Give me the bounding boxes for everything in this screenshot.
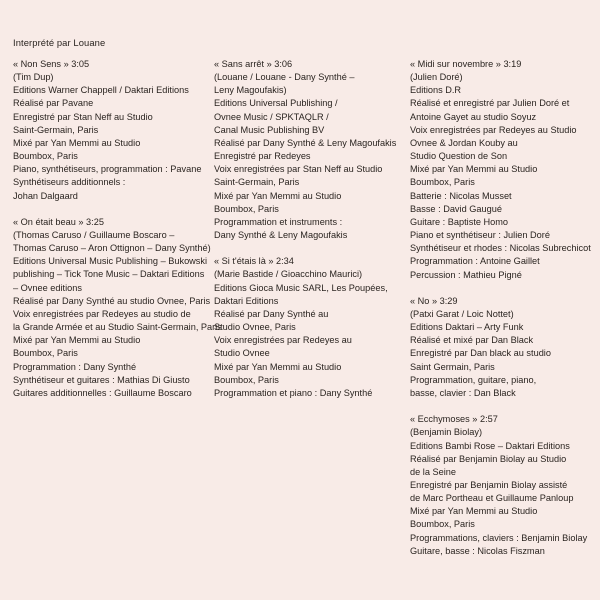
credit-line: (Benjamin Biolay) — [410, 427, 482, 438]
track-title: « Non Sens » 3:05 — [13, 59, 90, 69]
credit-line: Voix enregistrées par Redeyes au studio de — [13, 308, 191, 319]
credit-line: Boumbox, Paris — [13, 151, 78, 162]
credit-line: (Tim Dup) — [13, 72, 54, 83]
credit-line: Saint-Germain, Paris — [13, 124, 99, 135]
track-title: « Si t'étais là » 2:34 — [214, 256, 294, 267]
credit-line: Mixé par Yan Memmi au Studio — [214, 190, 342, 201]
track-spacer — [214, 242, 404, 255]
credit-line: Programmation et piano : Dany Synthé — [214, 387, 373, 398]
credit-line: Réalisé par Benjamin Biolay au Studio — [410, 453, 567, 464]
credit-line: de la Seine — [410, 466, 456, 477]
credits-column-3 — [410, 58, 595, 558]
credit-line: Canal Music Publishing BV — [214, 124, 325, 135]
track-title: « Midi sur novembre » 3:19 — [410, 59, 522, 69]
track-credit-block — [214, 255, 404, 400]
credit-line: basse, clavier : Dan Black — [410, 387, 516, 398]
track-credit-block — [410, 413, 595, 558]
credit-line: Réalisé par Dany Synthé & Leny Magoufakis — [214, 137, 397, 148]
credit-line: Percussion : Mathieu Pigné — [410, 269, 522, 280]
track-spacer — [410, 400, 595, 413]
credit-line: Programmation, guitare, piano, — [410, 374, 537, 385]
credit-line: Editions Daktari – Arty Funk — [410, 322, 524, 333]
credit-line: Mixé par Yan Memmi au Studio — [410, 164, 538, 175]
credit-line: Voix enregistrées par Redeyes au Studio — [410, 124, 577, 135]
track-credit-block — [410, 295, 595, 400]
credit-line: Réalisé par Dany Synthé au — [214, 308, 329, 319]
track-title: « Sans arrêt » 3:06 — [214, 59, 293, 69]
credit-line: Synthétiseur et rhodes : Nicolas Subrechicot — [410, 243, 591, 254]
credit-line: Saint-Germain, Paris — [214, 177, 300, 188]
credit-line: Editions Gioca Music SARL, Les Poupées, — [214, 282, 388, 293]
credit-line: Thomas Caruso – Aron Ottignon – Dany Synthé) — [13, 243, 211, 254]
credit-line: Programmations, claviers : Benjamin Biolay — [410, 532, 588, 543]
credit-line: Enregistré par Benjamin Biolay assisté — [410, 479, 568, 490]
credit-line: (Patxi Garat / Loic Nottet) — [410, 308, 514, 319]
track-title: « Ecchymoses » 2:57 — [410, 414, 498, 425]
credit-line: Piano et synthétiseur : Julien Doré — [410, 230, 550, 241]
credit-line: Enregistré par Redeyes — [214, 151, 311, 162]
credit-line: (Marie Bastide / Gioacchino Maurici) — [214, 269, 363, 280]
credit-line: Réalisé et enregistré par Julien Doré et — [410, 98, 570, 109]
credit-line: Saint Germain, Paris — [410, 361, 495, 372]
credit-line: Editions Universal Music Publishing – Bukowski — [13, 256, 208, 267]
album-credit-header: Interprété par Louane — [13, 37, 106, 48]
credit-line: Mixé par Yan Memmi au Studio — [214, 361, 342, 372]
credit-line: Editions Warner Chappell / Daktari Editions — [13, 85, 189, 96]
credit-line: (Thomas Caruso / Guillaume Boscaro – — [13, 230, 175, 241]
track-credit-block — [214, 58, 404, 242]
track-spacer — [13, 203, 208, 216]
credit-line: Basse : David Gaugué — [410, 203, 502, 214]
credit-line: publishing – Tick Tone Music – Daktari Editions — [13, 269, 205, 280]
credit-line: Studio Ovnee — [214, 348, 270, 359]
credit-line: Dany Synthé & Leny Magoufakis — [214, 230, 348, 241]
credits-column-2 — [214, 58, 404, 400]
credit-line: la Grande Armée et au Studio Saint-Germain, Paris — [13, 322, 222, 333]
track-spacer — [410, 282, 595, 295]
credit-line: Editions Universal Publishing / — [214, 98, 338, 109]
credit-line: Synthétiseurs additionnels : — [13, 177, 126, 188]
credit-line: Editions D.R — [410, 85, 462, 96]
credit-line: Guitares additionnelles : Guillaume Boscaro — [13, 387, 192, 398]
credit-line: Guitare, basse : Nicolas Fiszman — [410, 545, 545, 556]
credit-line: Boumbox, Paris — [410, 519, 475, 530]
credit-line: Batterie : Nicolas Musset — [410, 190, 512, 201]
track-credit-block — [13, 58, 208, 203]
credit-line: Mixé par Yan Memmi au Studio — [13, 335, 141, 346]
credit-line: Voix enregistrées par Redeyes au — [214, 335, 352, 346]
credit-line: Studio Question de Son — [410, 151, 508, 162]
track-credit-block — [410, 58, 595, 282]
credit-line: Enregistré par Dan black au studio — [410, 348, 551, 359]
credit-line: (Louane / Louane - Dany Synthé – — [214, 72, 355, 83]
credit-line: Editions Bambi Rose – Daktari Editions — [410, 440, 570, 451]
credit-line: Antoine Gayet au studio Soyuz — [410, 111, 537, 122]
credit-line: Boumbox, Paris — [214, 374, 279, 385]
credit-line: Leny Magoufakis) — [214, 85, 287, 96]
credit-line: de Marc Portheau et Guillaume Panloup — [410, 493, 574, 504]
credit-line: Voix enregistrées par Stan Neff au Studio — [214, 164, 383, 175]
track-title: « On était beau » 3:25 — [13, 216, 104, 227]
credit-line: – Ovnee editions — [13, 282, 82, 293]
credit-line: Programmation : Dany Synthé — [13, 361, 137, 372]
credit-line: Boumbox, Paris — [214, 203, 279, 214]
credit-line: Studio Ovnee, Paris — [214, 322, 296, 333]
track-title: « No » 3:29 — [410, 295, 458, 306]
credit-line: Piano, synthétiseurs, programmation : Pavane — [13, 164, 202, 175]
credit-line: Ovnee & Jordan Kouby au — [410, 137, 518, 148]
credit-line: (Julien Doré) — [410, 72, 463, 83]
credit-line: Boumbox, Paris — [410, 177, 475, 188]
credit-line: Synthétiseur et guitares : Mathias Di Giusto — [13, 374, 190, 385]
credit-line: Daktari Editions — [214, 295, 279, 306]
credit-line: Johan Dalgaard — [13, 190, 78, 201]
credits-column-1 — [13, 58, 222, 400]
credit-line: Réalisé par Pavane — [13, 98, 94, 109]
credit-line: Enregistré par Stan Neff au Studio — [13, 111, 153, 122]
credit-line: Réalisé et mixé par Dan Black — [410, 335, 534, 346]
credit-line: Mixé par Yan Memmi au Studio — [410, 506, 538, 517]
track-credit-block — [13, 216, 222, 400]
credit-line: Guitare : Baptiste Homo — [410, 216, 509, 227]
credit-line: Mixé par Yan Memmi au Studio — [13, 137, 141, 148]
credit-line: Programmation : Antoine Gaillet — [410, 256, 540, 267]
credit-line: Ovnee Music / SPKTAQLR / — [214, 111, 329, 122]
credit-line: Programmation et instruments : — [214, 216, 343, 227]
credit-line: Boumbox, Paris — [13, 348, 78, 359]
credit-line: Réalisé par Dany Synthé au studio Ovnee, Paris — [13, 295, 211, 306]
